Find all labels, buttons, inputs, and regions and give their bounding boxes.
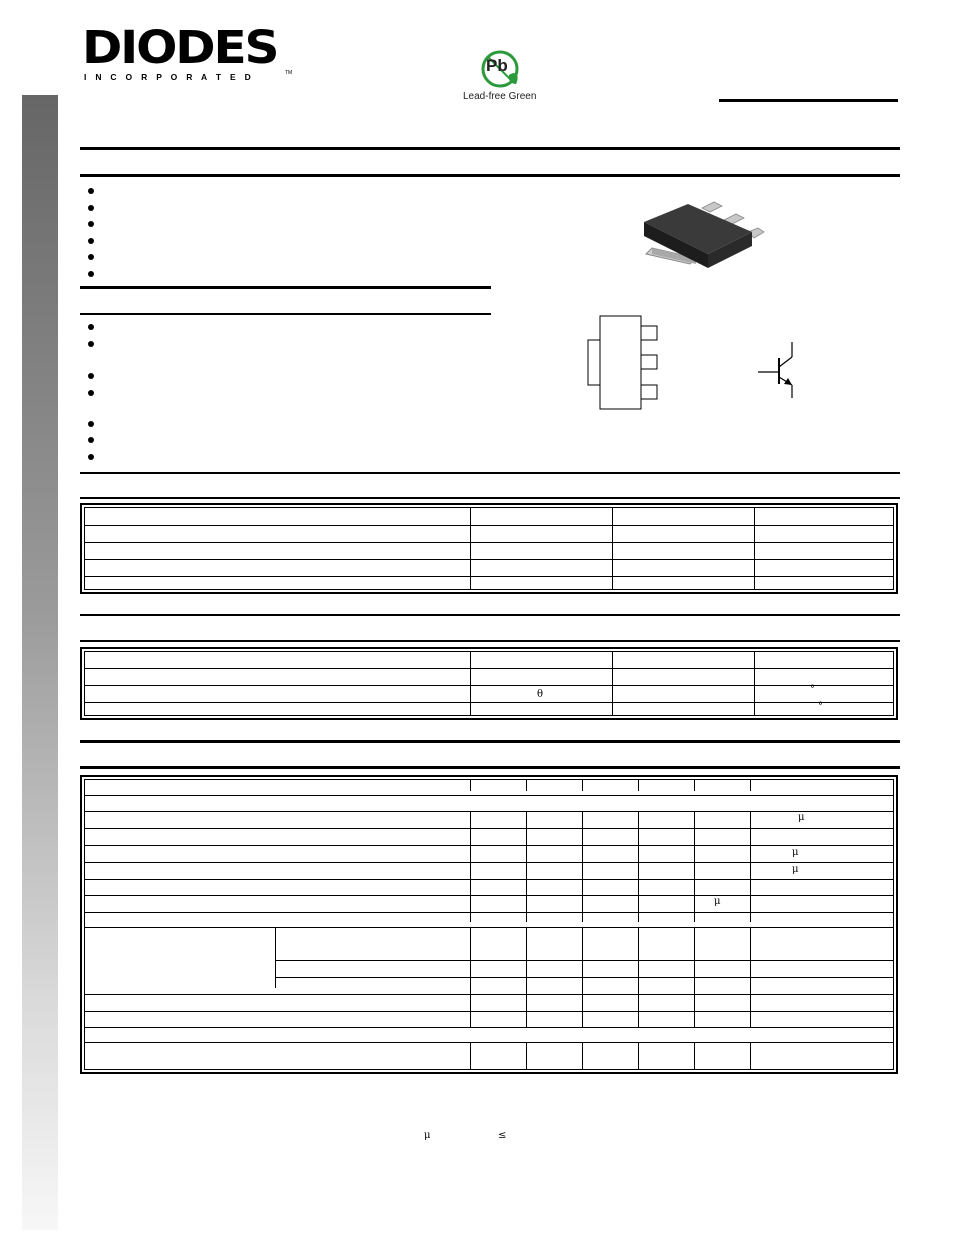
electrical-rule-bottom	[80, 766, 900, 769]
mechanical-bullet	[88, 390, 94, 396]
ordering-rule-top	[80, 472, 900, 474]
micro-symbol: μ	[798, 812, 805, 823]
micro-symbol: μ	[792, 847, 799, 858]
mechanical-rule-bottom	[80, 313, 491, 315]
theta-symbol: θ	[537, 689, 544, 700]
mechanical-bullet	[88, 324, 94, 330]
package-photo	[640, 198, 770, 276]
logo-wordmark: DIODES	[82, 21, 278, 74]
footnote-micro-symbol: μ	[424, 1130, 431, 1141]
trademark: TM	[285, 70, 293, 76]
thermal-rule-top	[80, 614, 900, 616]
feature-bullet	[88, 254, 94, 260]
electrical-rule-top	[80, 740, 900, 743]
mechanical-bullet	[88, 373, 94, 379]
degree-symbol: °	[818, 701, 823, 712]
title-rule-top	[80, 147, 900, 150]
mechanical-bullet	[88, 421, 94, 427]
side-banner	[22, 95, 58, 1230]
micro-symbol: μ	[792, 864, 799, 875]
micro-symbol: μ	[714, 896, 721, 907]
mechanical-bullet	[88, 341, 94, 347]
part-number-underline	[719, 99, 898, 102]
diodes-logo	[82, 21, 294, 86]
thermal-rule-bottom	[80, 640, 900, 642]
features-rule	[80, 174, 900, 177]
degree-symbol: °	[810, 684, 815, 695]
electrical-table	[80, 775, 898, 1074]
feature-bullet	[88, 188, 94, 194]
feature-bullet	[88, 205, 94, 211]
feature-bullet	[88, 221, 94, 227]
footnote-less-equal-symbol: ≤	[498, 1130, 507, 1141]
feature-bullet	[88, 271, 94, 277]
lead-free-badge	[460, 48, 550, 104]
ordering-rule-bottom	[80, 497, 900, 499]
mechanical-bullet	[88, 454, 94, 460]
badge-symbol: Pb	[486, 56, 508, 75]
thermal-table	[80, 647, 898, 720]
ordering-table	[80, 503, 898, 594]
feature-bullet	[88, 238, 94, 244]
mechanical-rule-top	[80, 286, 491, 289]
package-outline	[585, 312, 660, 412]
transistor-schematic-icon	[755, 338, 800, 400]
badge-caption: Lead-free Green	[463, 91, 537, 102]
logo-subtext: I N C O R P O R A T E D	[84, 72, 255, 82]
mechanical-bullet	[88, 437, 94, 443]
